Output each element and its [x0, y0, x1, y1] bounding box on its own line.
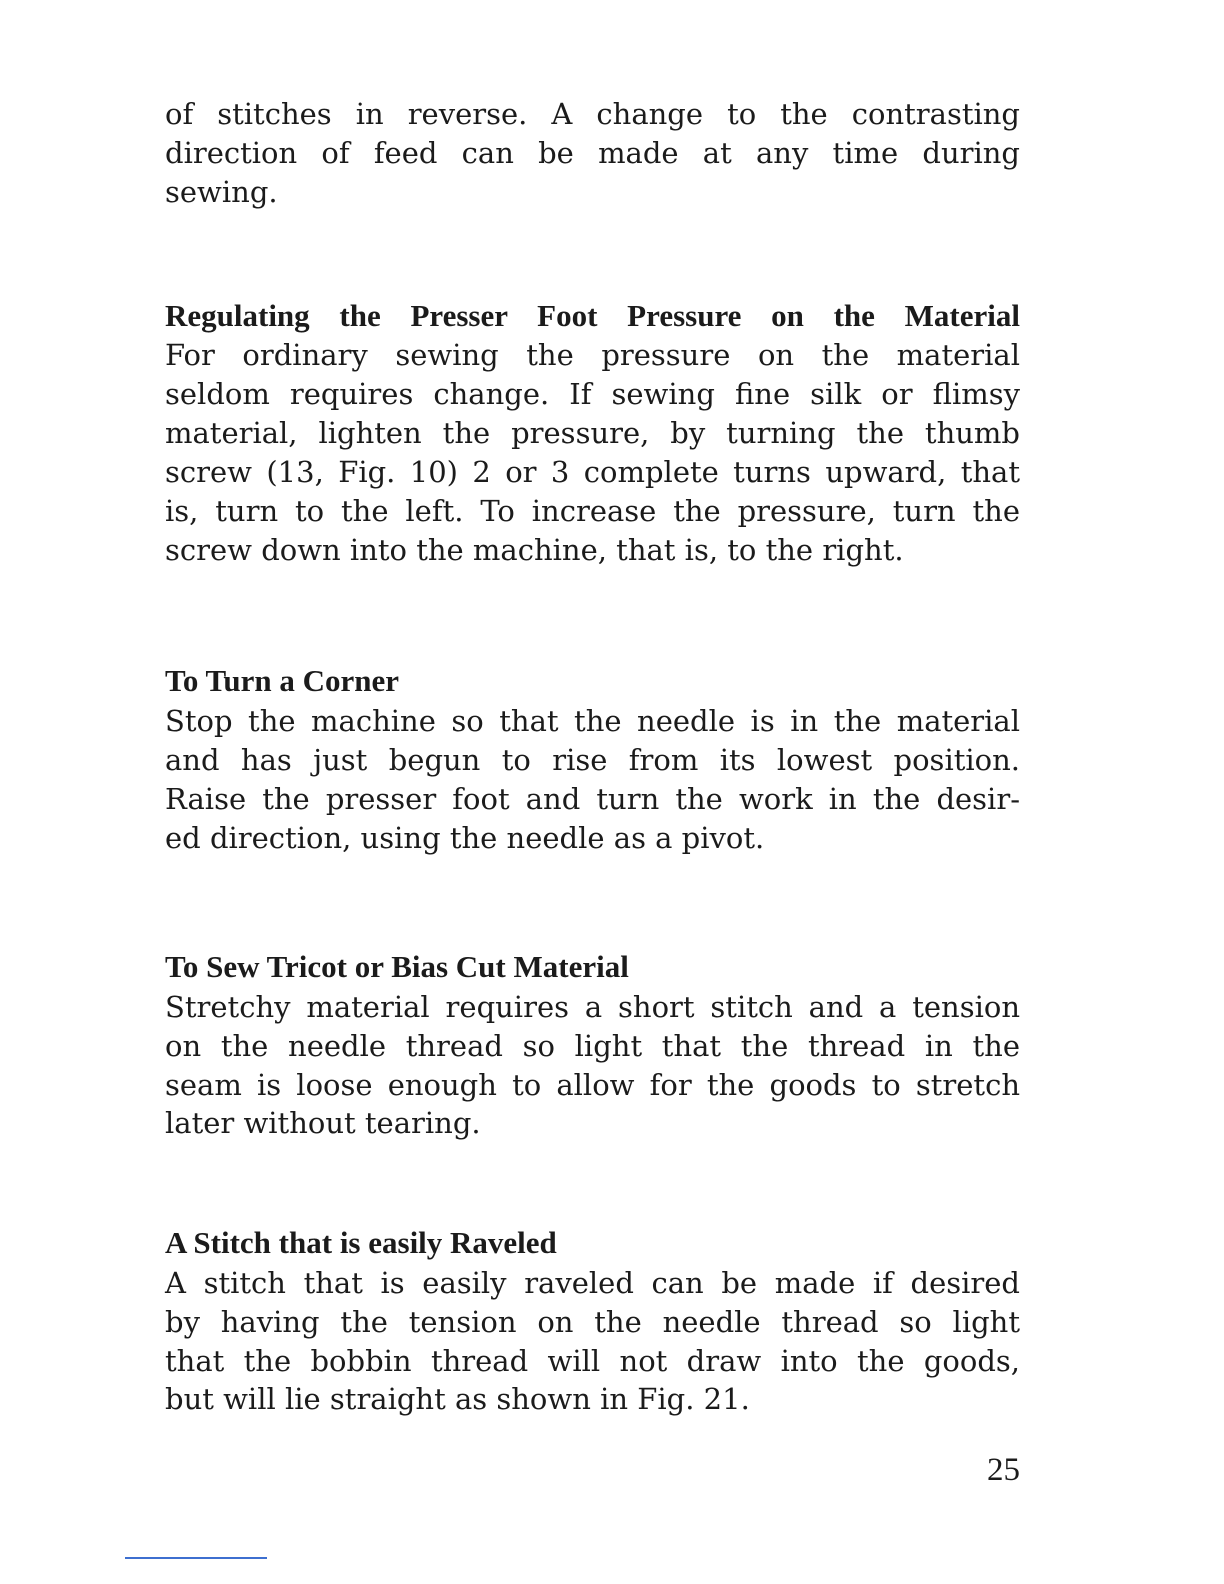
body-line: ed direction, using the needle as a pivot. — [165, 821, 765, 855]
intro-line: of stitches in reverse. A change to the contrasting — [165, 97, 1020, 131]
body-line: that the bobbin thread will not draw into the goods, — [165, 1344, 1020, 1378]
body-line: and has just begun to rise from its lowest position. — [165, 743, 1020, 777]
body-line: Raise the presser foot and turn the work in the desir- — [165, 782, 1020, 816]
body-line: material, lighten the pressure, by turning the thumb — [165, 416, 1020, 450]
body-line: later without tearing. — [165, 1106, 481, 1140]
bottom-divider — [125, 1557, 267, 1559]
body-line: is, turn to the left. To increase the pressure, turn the — [165, 494, 1020, 528]
body-line: screw down into the machine, that is, to the right. — [165, 533, 904, 567]
body-line: by having the tension on the needle thread so light — [165, 1305, 1020, 1339]
intro-line: direction of feed can be made at any time during — [165, 136, 1020, 170]
body-line: Stop the machine so that the needle is in the material — [165, 704, 1020, 738]
intro-line: sewing. — [165, 175, 278, 209]
body-line: screw (13, Fig. 10) 2 or 3 complete turns upward, that — [165, 455, 1020, 489]
body-line: Stretchy material requires a short stitch and a tension — [165, 990, 1020, 1024]
body-line: A stitch that is easily raveled can be made if desired — [165, 1266, 1020, 1300]
body-line: seldom requires change. If sewing fine silk or flimsy — [165, 377, 1020, 411]
page-number: 25 — [987, 1452, 1020, 1488]
section-heading-raveled-stitch: A Stitch that is easily Raveled — [165, 1225, 557, 1260]
section-heading-turn-corner: To Turn a Corner — [165, 663, 399, 698]
section-heading-presser-foot: Regulating the Presser Foot Pressure on the Material — [165, 298, 1020, 333]
body-line: seam is loose enough to allow for the goods to stretch — [165, 1068, 1020, 1102]
body-line: but will lie straight as shown in Fig. 21. — [165, 1382, 750, 1416]
section-heading-tricot: To Sew Tricot or Bias Cut Material — [165, 949, 629, 984]
body-line: on the needle thread so light that the thread in the — [165, 1029, 1020, 1063]
body-line: For ordinary sewing the pressure on the material — [165, 338, 1020, 372]
